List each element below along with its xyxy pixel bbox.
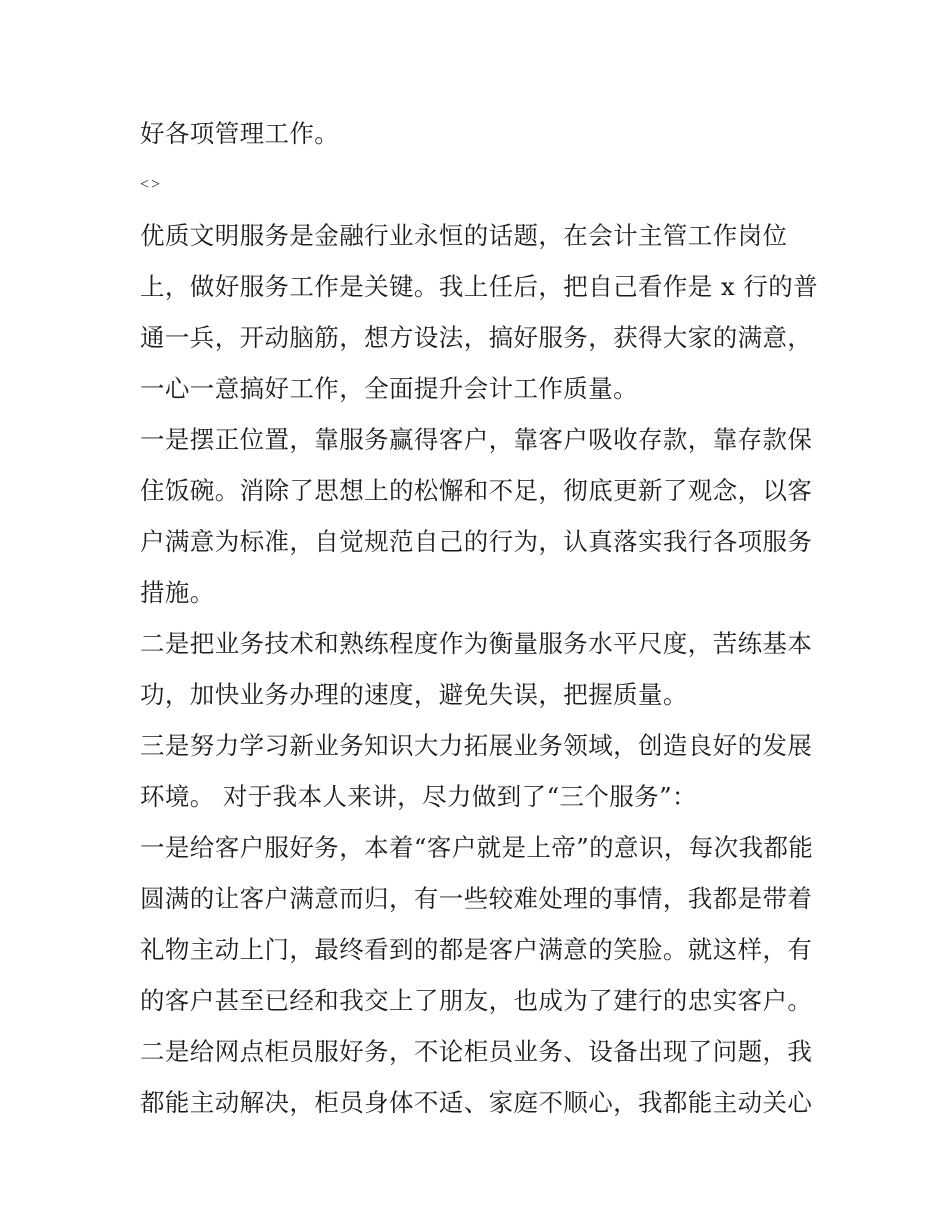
text-line: 圆满的让客户满意而归，有一些较难处理的事情，我都是带着 xyxy=(140,884,813,913)
text-line: 一是摆正位置，靠服务赢得客户，靠客户吸收存款，靠存款保 xyxy=(140,425,813,454)
text-line: 好各项管理工作。 xyxy=(140,119,340,148)
text-line: 三是努力学习新业务知识大力拓展业务领域，创造良好的发展 xyxy=(140,731,813,760)
text-line: 一是给客户服好务，本着“客户就是上帝”的意识，每次我都能 xyxy=(140,833,814,862)
text-line: 二是给网点柜员服好务，不论柜员业务、设备出现了问题，我 xyxy=(140,1037,813,1066)
text-line: 户满意为标准，自觉规范自己的行为，认真落实我行各项服务 xyxy=(140,527,813,556)
text-line: 住饭碗。消除了思想上的松懈和不足，彻底更新了观念，以客 xyxy=(140,476,813,505)
text-line: 都能主动解决，柜员身体不适、家庭不顺心，我都能主动关心 xyxy=(140,1088,813,1117)
text-line: 一心一意搞好工作，全面提升会计工作质量。 xyxy=(140,374,638,403)
text-line: 二是把业务技术和熟练程度作为衡量服务水平尺度，苦练基本 xyxy=(140,629,813,658)
document-body xyxy=(140,108,818,1128)
text-line: 环境。 对于我本人来讲，尽力做到了“三个服务”： xyxy=(140,782,697,811)
text-line: 措施。 xyxy=(140,578,215,607)
text-line-marker: <> xyxy=(140,176,163,193)
text-line: 上，做好服务工作是关键。我上任后，把自己看作是 x 行的普 xyxy=(140,272,818,301)
text-line: 通一兵，开动脑筋，想方设法，搞好服务，获得大家的满意， xyxy=(140,323,813,352)
text-line: 礼物主动上门，最终看到的都是客户满意的笑脸。就这样，有 xyxy=(140,935,813,964)
text-line: 优质文明服务是金融行业永恒的话题，在会计主管工作岗位 xyxy=(140,221,788,250)
text-line: 的客户甚至已经和我交上了朋友，也成为了建行的忠实客户。 xyxy=(140,986,813,1015)
text-line: 功，加快业务办理的速度，避免失误，把握质量。 xyxy=(140,680,688,709)
